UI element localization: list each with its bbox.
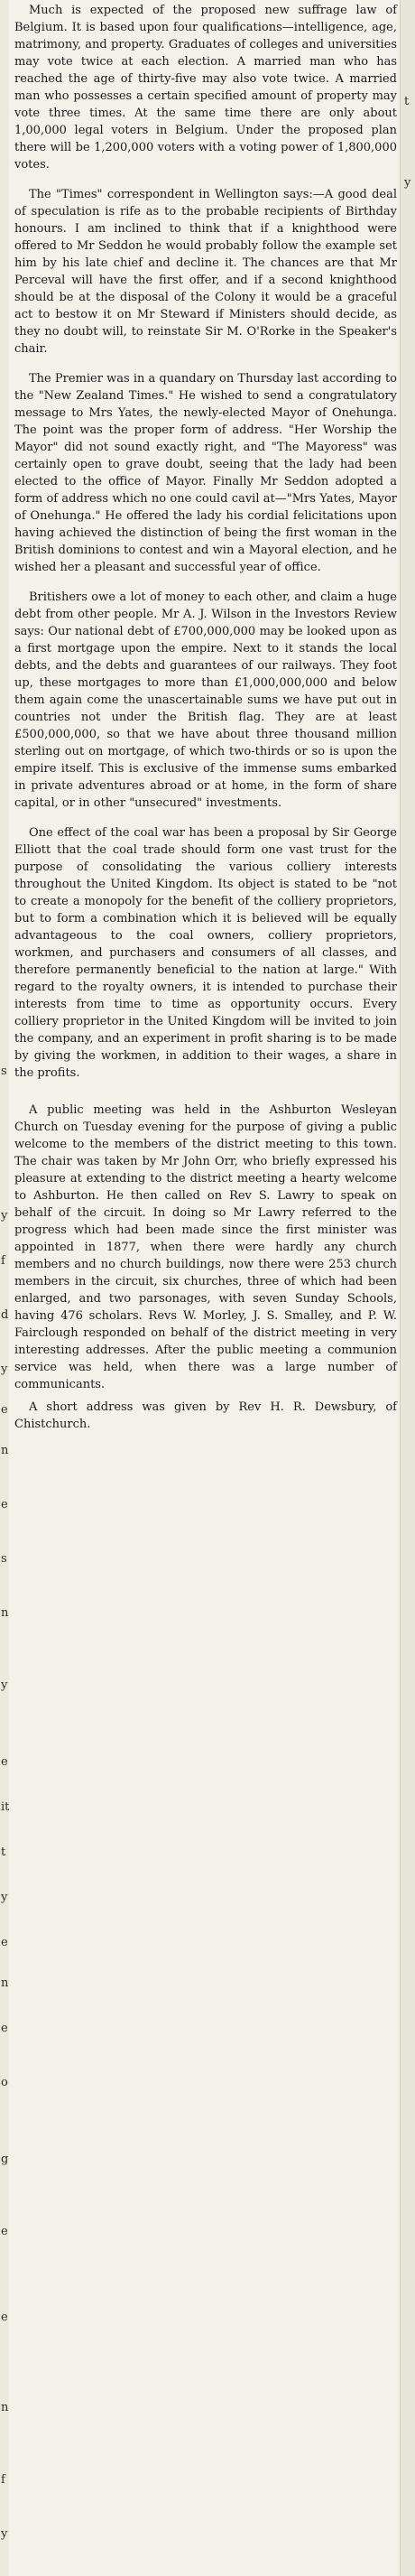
margin-fragment: n (1, 1976, 9, 1990)
margin-fragment: e (1, 2311, 8, 2324)
margin-fragment: g (1, 2153, 9, 2166)
article-mayor-onehunga: The Premier was in a quandary on Thursday last according to the "New Zealand Times." He wished to send a congratulatory message to Mrs Yates, the newly-elected Mayor of Onehunga. The point was the proper form of address. "Her Worship the Mayor" did not sound exactly right, and "The Mayoress" was certainly open to grave doubt, seeing that the lady had been elected to the office of Mayor. Finally Mr Seddon adopted a form of address which no one could cavil at—"Mrs Yates, Mayor of Onehunga." He offered the lady his cordial felicitations upon having achieved the distinction of being the first woman in the British dominions to contest and win a Mayoral election, and he wished her a pleasant and successful year of office. (14, 372, 397, 574)
margin-fragment: y (1, 1209, 8, 1223)
margin-fragment: e (1, 2225, 8, 2238)
article-british-debt: Britishers owe a lot of money to each other, and claim a huge debt from other people. Mr A. J. Wilson in the Investors Review says: Our national debt of £700,000,000 may be looked upon as a first mortgage upon the empire. Next to it stands the local debts, and the debts and guarantees of our railways. They foot up, these mortgages to more than £1,000,000,000 and below them again come the unascertainable sums we have put out in countries not under the British flag. They are at least £500,000,000, so that we have about three thousand million sterling out on mortgage, of which two-thirds or so is upon the empire itself. This is exclusive of the immense sums embarked in private adventures abroad or at home, in the form of share capital, or in other "unsecured" investments. (14, 591, 397, 810)
article-short-address: A short address was given by Rev H. R. Dewsbury, of Chistchurch. (14, 1400, 397, 1431)
article-wesleyan-meeting: A public meeting was held in the Ashburton Wesleyan Church on Tuesday evening for the purpose of giving a public welcome to the members of the district meeting to this town. The chair was taken by Mr John Orr, who briefly expressed his pleasure at extending to the district meeting a hearty welcome to Ashburton. He then called on Rev S. Lawry to speak on behalf of the circuit. In doing so Mr Lawry referred to the progress which had been made since the first minister was appointed in 1877, when there were hardly any church members and no church buildings, now there were 253 church members in the circuit, six churches, three of which had been enlarged, and two parsonages, with seven Sunday Schools, having 476 scholars. Revs W. Morley, J. S. Smalley, and P. W. Fairclough responded on behalf of the district meeting in very interesting addresses. After the public meeting a communion service was held, when there was a large number of communicants. (14, 1103, 397, 1391)
margin-fragment: f (1, 2473, 5, 2487)
margin-fragment: n (1, 2401, 9, 2414)
margin-fragment: e (1, 1936, 8, 1949)
margin-fragment: d (1, 1308, 9, 1322)
margin-fragment: y (1, 2527, 8, 2541)
right-margin-fragments (400, 0, 415, 2576)
margin-fragment: e (1, 1403, 8, 1417)
newspaper-column (14, 0, 397, 1433)
margin-fragment: it (1, 1800, 10, 1814)
margin-fragment: f (1, 1254, 5, 1268)
margin-fragment: y (1, 1891, 8, 1904)
margin-fragment: n (1, 1444, 9, 1457)
margin-fragment: e (1, 1498, 8, 1511)
margin-fragment: s (1, 1552, 7, 1566)
article-suffrage-belgium: Much is expected of the proposed new suffrage law of Belgium. It is based upon four qualifications—intelligence, age, matrimony, and property. Graduates of colleges and universities may vote twice at each election. A married man who has reached the age of thirty-five may also vote twice. A married man who possesses a certain specified amount of property may vote three times. At the same time there are only about 1,00,000 legal voters in Belgium. Under the proposed plan there will be 1,200,000 voters with a voting power of 1,800,000 votes. (14, 4, 397, 172)
margin-fragment: n (1, 1606, 9, 1620)
article-birthday-honours: The "Times" correspondent in Wellington says:—A good deal of speculation is rife as to the probable recipients of Birthday honours. I am inclined to think that if a knighthood were offered to Mr Seddon he would probably follow the example set him by his late chief and decline it. The chances are that Mr Perceval will have the first offer, and if a second knighthood should be at the disposal of the Colony it would be a graceful act to bestow it on Mr Steward if Ministers should decide, as they no doubt will, to reinstate Sir M. O'Rorke in the Speaker's chair. (14, 188, 397, 356)
left-margin-fragments (0, 0, 9, 2576)
margin-fragment: e (1, 2022, 8, 2035)
margin-fragment: y (1, 1679, 8, 1692)
margin-fragment: t (1, 1846, 6, 1859)
margin-fragment: y (404, 176, 411, 190)
margin-fragment: s (1, 1065, 7, 1078)
margin-fragment: t (404, 95, 410, 108)
margin-fragment: y (1, 1362, 8, 1376)
article-coal-trust: One effect of the coal war has been a proposal by Sir George Elliott that the coal trade should form one vast trust for the purpose of consolidating the various colliery interests throughout the United Kingdom. Its object is stated to be "not to create a monopoly for the benefit of the colliery proprietors, but to form a combination which it is believed will be equally advantageous to the coal owners, colliery proprietors, workmen, and purchasers and consumers of all classes, and therefore permanently beneficial to the nation at large." With regard to the royalty owners, it is intended to purchase their interests from time to time as opportunity occurs. Every colliery proprietor in the United Kingdom will be invited to join the company, and an experiment in profit sharing is to be made by giving the workmen, in addition to their wages, a share in the profits. (14, 826, 397, 1080)
margin-fragment: o (1, 2076, 8, 2089)
margin-fragment: e (1, 1755, 8, 1769)
